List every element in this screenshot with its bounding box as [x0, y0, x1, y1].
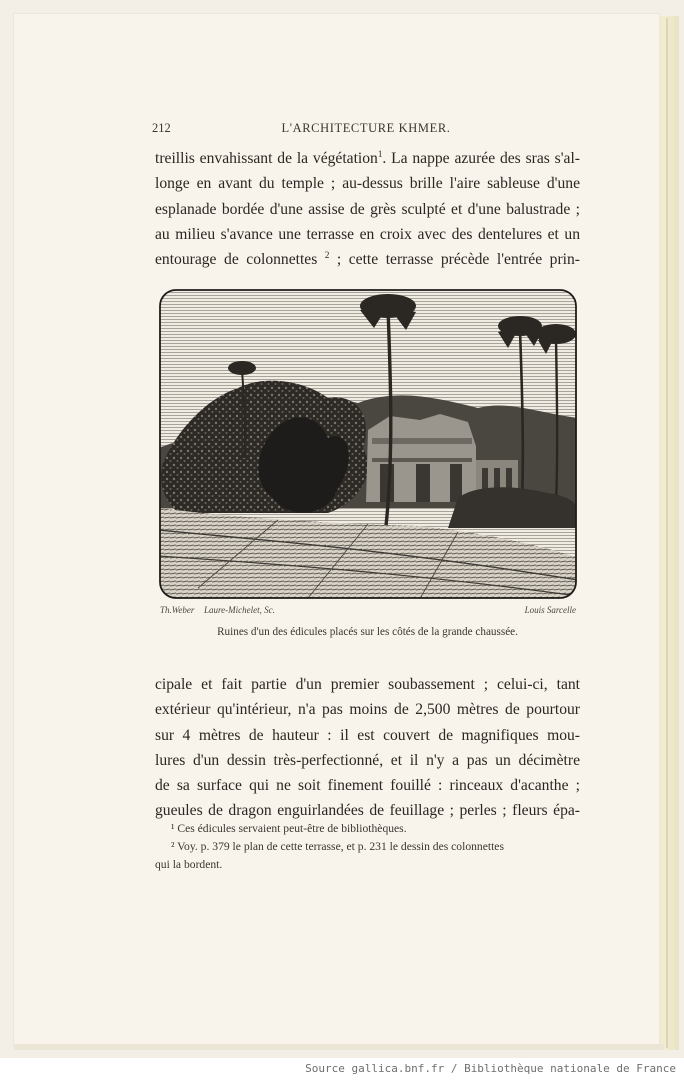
text-line: sur 4 mètres de hauteur : il est couvert de magnifiques mou- — [155, 726, 580, 744]
footnote-2: ² Voy. p. 379 le plan de cette terrasse, et p. 231 le dessin des colonnettes — [171, 840, 504, 853]
text-line: longe en avant du temple ; au-dessus brille l'aire sableuse d'une — [155, 175, 580, 193]
text-line: de sa surface qui ne soit finement fouillé : rinceaux d'acanthe ; — [155, 777, 580, 795]
figure-caption: Ruines d'un des édicules placés sur les côtés de la grande chaussée. — [217, 626, 518, 638]
page-edge-line — [666, 18, 668, 1048]
engraving-illustration — [158, 288, 578, 604]
palm-trunk — [556, 338, 557, 502]
engraver-signature: Louis Sarcelle — [524, 605, 576, 615]
paragraph-top — [155, 146, 580, 272]
footnote-1: ¹ Ces édicules servaient peut-être de bibliothèques. — [171, 822, 407, 835]
text-line: esplanade bordée d'une assise de grès sculpté et d'une balustrade ; — [155, 200, 580, 218]
paragraph-bottom — [155, 672, 580, 824]
artist-credit: Th.Weber — [160, 605, 195, 615]
page-edge-bottom — [14, 1044, 664, 1050]
text-line: lures d'un dessin très-perfectionné, et il n'y a pas un décimètre — [155, 751, 580, 769]
text-line: au milieu s'avance une terrasse en croix avec des dentelures et un — [155, 225, 580, 243]
footnote-2-continued: qui la bordent. — [155, 858, 223, 871]
running-header — [152, 121, 580, 139]
footnotes — [155, 820, 581, 874]
running-title: L'ARCHITECTURE KHMER. — [281, 121, 451, 135]
text-line: cipale et fait partie d'un premier soubassement ; celui-ci, tant — [155, 676, 580, 693]
text-line: gueules de dragon enguirlandées de feuillage ; perles ; fleurs épa- — [155, 802, 580, 820]
text-line: treillis envahissant de la végétation$^1$. La nappe azurée des sras s'al- — [155, 148, 580, 167]
engraver-credits — [160, 605, 576, 619]
source-attribution: Source gallica.bnf.fr / Bibliothèque nationale de France — [305, 1062, 676, 1075]
text-line: entourage de colonnettes $^2$ ; cette terrasse précède l'entrée prin- — [155, 250, 580, 269]
page-number: 212 — [152, 121, 171, 135]
text-line: extérieur qu'intérieur, n'a pas moins de 2,500 mètres de pourtour — [155, 701, 580, 719]
footnote-ref: 1 — [377, 148, 383, 159]
footnote-ref: 2 — [324, 250, 330, 260]
engraver-credit: Laure-Michelet, Sc. — [204, 605, 275, 615]
